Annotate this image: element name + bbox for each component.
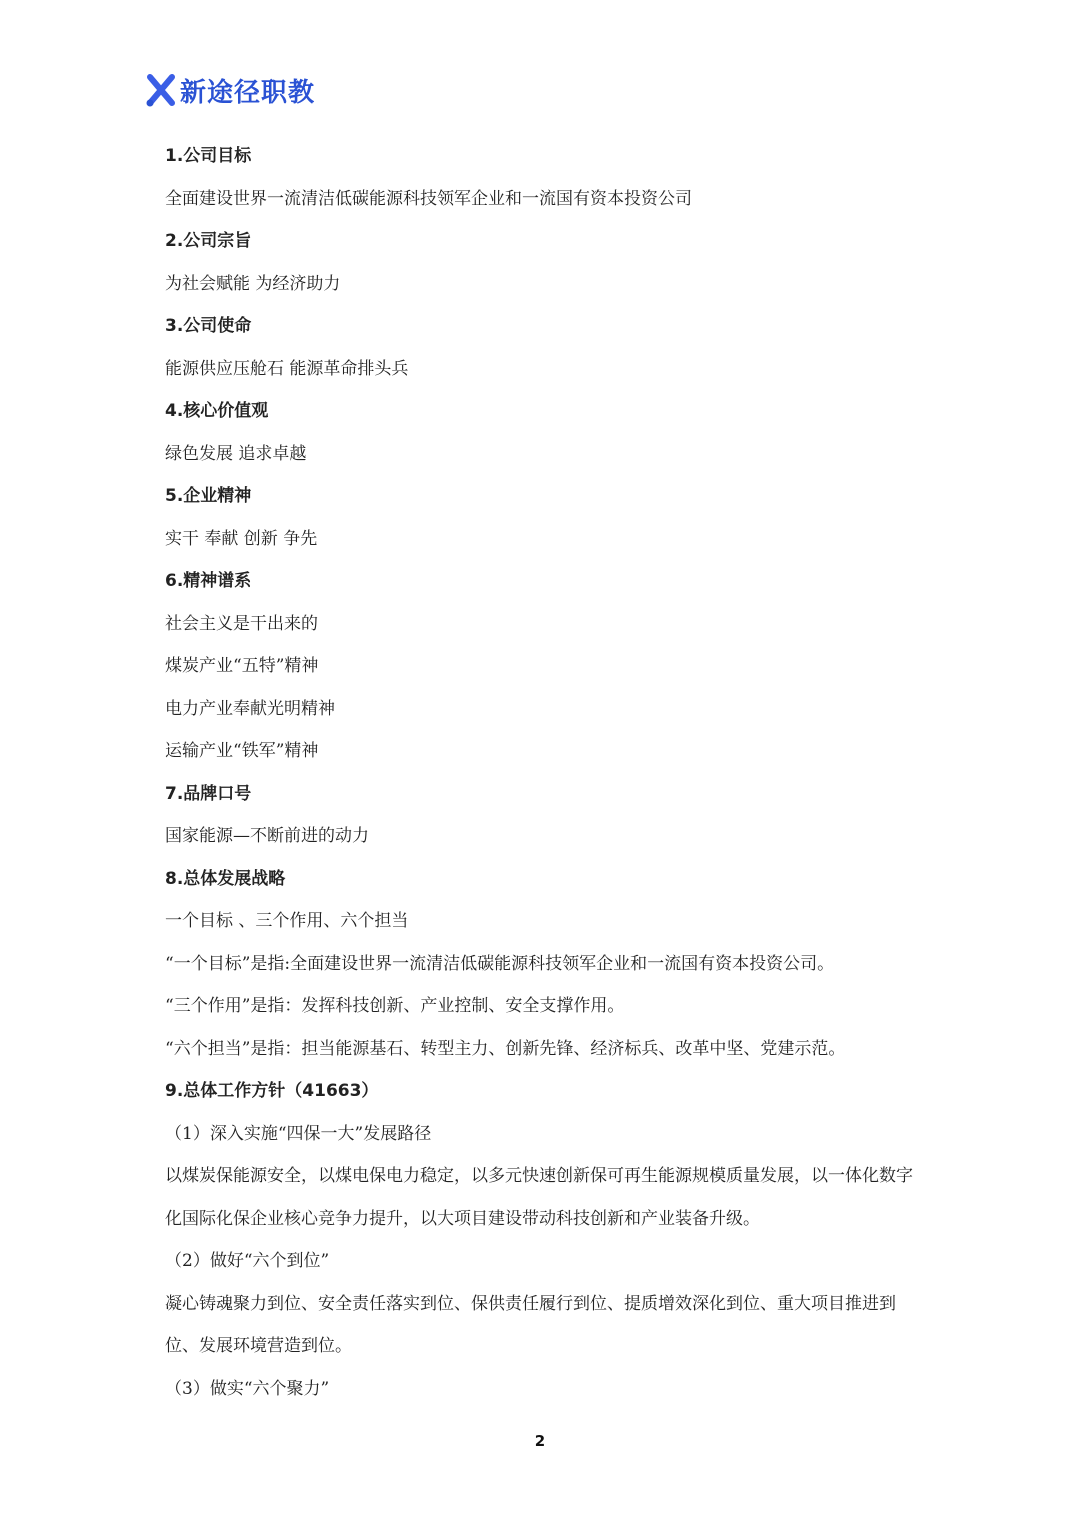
logo-x-icon — [146, 73, 176, 107]
section-heading-company-mission: 3.公司使命 — [165, 316, 252, 336]
text-line: “六个担当”是指：担当能源基石、转型主力、创新先锋、经济标兵、改革中坚、党建示范。 — [165, 1038, 846, 1059]
section-heading-development-strategy: 8.总体发展战略 — [165, 868, 286, 889]
text-line: 社会主义是干出来的 — [165, 613, 318, 634]
section-heading-brand-slogan: 7.品牌口号 — [165, 783, 252, 804]
logo-text: 新途径职教 — [180, 77, 316, 108]
text-line: 运输产业“铁军”精神 — [165, 741, 319, 761]
text-line: 国家能源—不断前进的动力 — [165, 826, 369, 846]
text-line: 能源供应压舱石 能源革命排头兵 — [165, 358, 409, 379]
text-line: 为社会赋能 为经济助力 — [165, 273, 341, 294]
text-line: “三个作用”是指：发挥科技创新、产业控制、安全支撑作用。 — [165, 996, 625, 1016]
text-line: “一个目标”是指:全面建设世界一流清洁低碳能源科技领军企业和一流国有资本投资公司。 — [165, 953, 835, 974]
section-heading-company-purpose: 2.公司宗旨 — [165, 231, 252, 251]
paragraph: 以煤炭保能源安全，以煤电保电力稳定，以多元快速创新保可再生能源规模质量发展，以一体化数字化国际化保企业核心竞争力提升，以大项目建设带动科技创新和产业装备升级。 — [165, 1166, 913, 1229]
section-heading-enterprise-spirit: 5.企业精神 — [165, 486, 252, 506]
section-heading-company-goal: 1.公司目标 — [165, 146, 252, 166]
section-heading-spirit-lineage: 6.精神谱系 — [165, 571, 252, 591]
text-line: 全面建设世界一流清洁低碳能源科技领军企业和一流国有资本投资公司 — [165, 188, 692, 209]
text-line: 实干 奉献 创新 争先 — [165, 528, 318, 549]
subheading-line: （1）深入实施“四保一大”发展路径 — [165, 1123, 432, 1144]
text-line: 绿色发展 追求卓越 — [165, 443, 307, 464]
document-body — [165, 135, 925, 1410]
subheading-line: （2）做好“六个到位” — [165, 1251, 330, 1271]
subheading-line: （3）做实“六个聚力” — [165, 1378, 330, 1399]
section-heading-core-values: 4.核心价值观 — [165, 401, 269, 421]
paragraph: 凝心铸魂聚力到位、安全责任落实到位、保供责任履行到位、提质增效深化到位、重大项目推进到位、发展环境营造到位。 — [165, 1293, 896, 1356]
section-heading-work-policy: 9.总体工作方针（41663） — [165, 1081, 379, 1101]
text-line: 电力产业奉献光明精神 — [165, 698, 335, 719]
text-line: 一个目标 、三个作用、六个担当 — [165, 911, 409, 931]
page-number: 2 — [534, 1432, 546, 1450]
brand-logo — [146, 70, 315, 110]
text-line: 煤炭产业“五特”精神 — [165, 656, 319, 676]
